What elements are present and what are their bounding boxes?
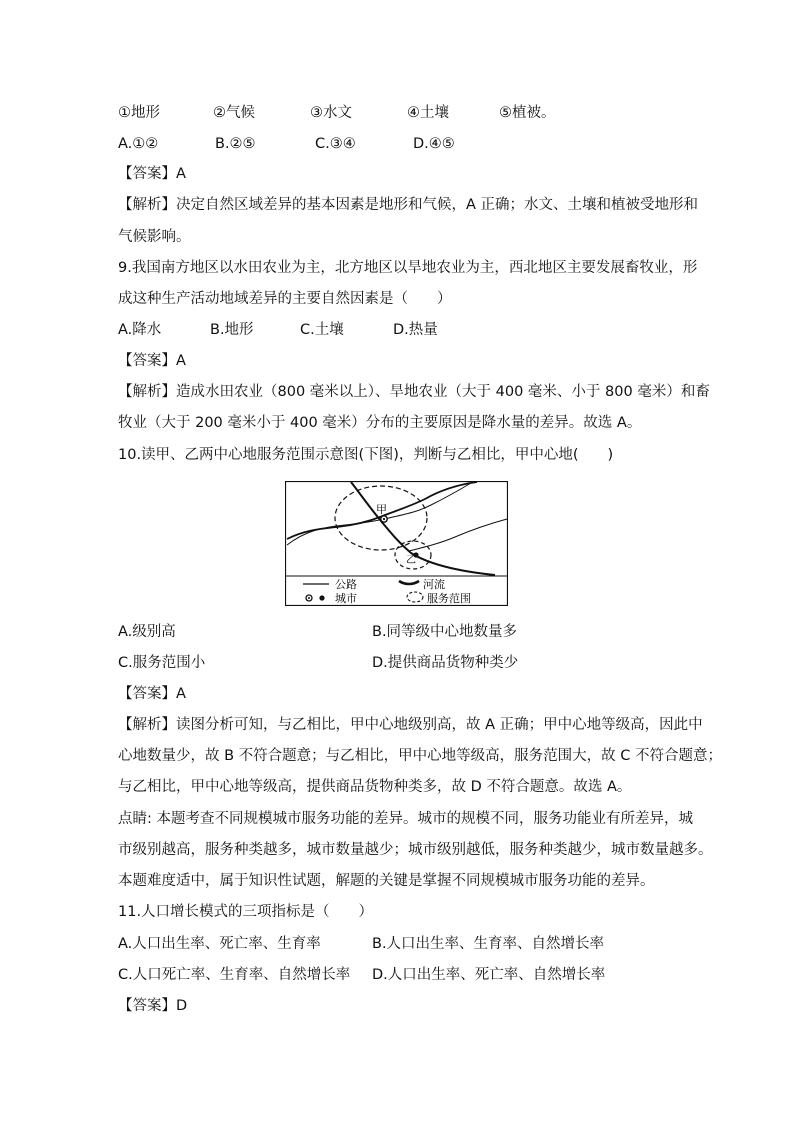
label-jia: 甲: [376, 503, 387, 516]
q8-option-vegetation: ⑤植被。: [499, 105, 556, 121]
q10-choice-c: C.服务范围小: [118, 655, 206, 671]
q10-choice-d: D.提供商品货物种类少: [372, 655, 519, 671]
legend-river-label: 河流: [423, 578, 445, 591]
q8-analysis-line-1: 【解析】决定自然区域差异的基本因素是地形和气候，A 正确；水文、土壤和植被受地形和: [118, 197, 699, 213]
legend-city-symbol-jia-dot: [308, 597, 310, 599]
q11-stem: 11.人口增长模式的三项指标是（ ）: [118, 904, 374, 920]
q10-analysis-line-1: 【解析】读图分析可知，与乙相比，甲中心地级别高，故 A 正确；甲中心地等级高，因此中: [118, 717, 703, 733]
q9-analysis-line-1: 【解析】造成水田农业（800 毫米以上）、旱地农业（大于 400 毫米、小于 800 毫米）和畜: [118, 384, 710, 400]
q8-choice-b: B.②⑤: [215, 136, 256, 152]
service-range-map: [285, 481, 508, 606]
q11-choice-d: D.人口出生率、死亡率、自然增长率: [372, 967, 606, 983]
q10-analysis-line-3: 与乙相比，甲中心地等级高，提供商品货物种类多，故 D 不符合题意。故选 A。: [118, 779, 632, 795]
legend-service-label: 服务范围: [427, 592, 471, 605]
map-border: [286, 482, 508, 606]
q8-option-soil: ④土壤: [407, 105, 449, 121]
q9-choice-d: D.热量: [393, 322, 438, 338]
q8-analysis-line-2: 气候影响。: [118, 229, 191, 245]
q11-choice-a: A.人口出生率、死亡率、生育率: [118, 936, 321, 952]
q10-comment-line-1: 点睛: 本题考查不同规模城市服务功能的差异。城市的规模不同，服务功能业有所差异，城: [118, 811, 693, 827]
q8-choice-a: A.①②: [118, 136, 159, 152]
legend-road-label: 公路: [335, 578, 357, 591]
q8-option-landform: ①地形: [118, 105, 160, 121]
q9-choice-a: A.降水: [118, 322, 162, 338]
q8-choice-d: D.④⑤: [413, 136, 455, 152]
legend-city-label: 城市: [335, 592, 357, 605]
q9-choice-c: C.土壤: [300, 322, 344, 338]
q9-choice-b: B.地形: [210, 322, 254, 338]
q10-analysis-line-2: 心地数量少，故 B 不符合题意；与乙相比，甲中心地等级高，服务范围大，故 C 不符合题意；: [118, 748, 723, 764]
q8-answer: 【答案】A: [118, 166, 186, 182]
q10-comment-line-3: 本题难度适中，属于知识性试题，解题的关键是掌握不同规模城市服务功能的差异。: [118, 873, 655, 889]
q9-answer: 【答案】A: [118, 353, 186, 369]
q10-stem: 10.读甲、乙两中心地服务范围示意图(下图)，判断与乙相比，甲中心地( ): [118, 447, 614, 463]
label-yi: 乙: [406, 555, 416, 566]
q9-analysis-line-2: 牧业（大于 200 毫米小于 400 毫米）分布的主要原因是降水量的差异。故选 A。: [118, 415, 642, 431]
q11-choice-c: C.人口死亡率、生育率、自然增长率: [118, 967, 351, 983]
q8-option-climate: ②气候: [213, 105, 255, 121]
q10-answer: 【答案】A: [118, 686, 186, 702]
q11-choice-b: B.人口出生率、生育率、自然增长率: [372, 936, 605, 952]
q8-choice-c: C.③④: [315, 136, 356, 152]
legend-city-symbol-yi: [319, 595, 324, 600]
q10-choice-b: B.同等级中心地数量多: [372, 624, 518, 640]
q10-comment-line-2: 市级别越高，服务种类越多，城市数量越少；城市级别越低，服务种类越少，城市数量越多。: [118, 842, 713, 858]
q9-stem-line-1: 9.我国南方地区以水田农业为主，北方地区以旱地农业为主，西北地区主要发展畜牧业，形: [118, 260, 698, 276]
city-jia-dot: [383, 518, 385, 520]
q8-option-hydrology: ③水文: [310, 105, 352, 121]
q9-stem-line-2: 成这种生产活动地域差异的主要自然因素是（ ）: [118, 291, 452, 307]
q10-choice-a: A.级别高: [118, 624, 176, 640]
q11-answer: 【答案】D: [118, 998, 188, 1014]
